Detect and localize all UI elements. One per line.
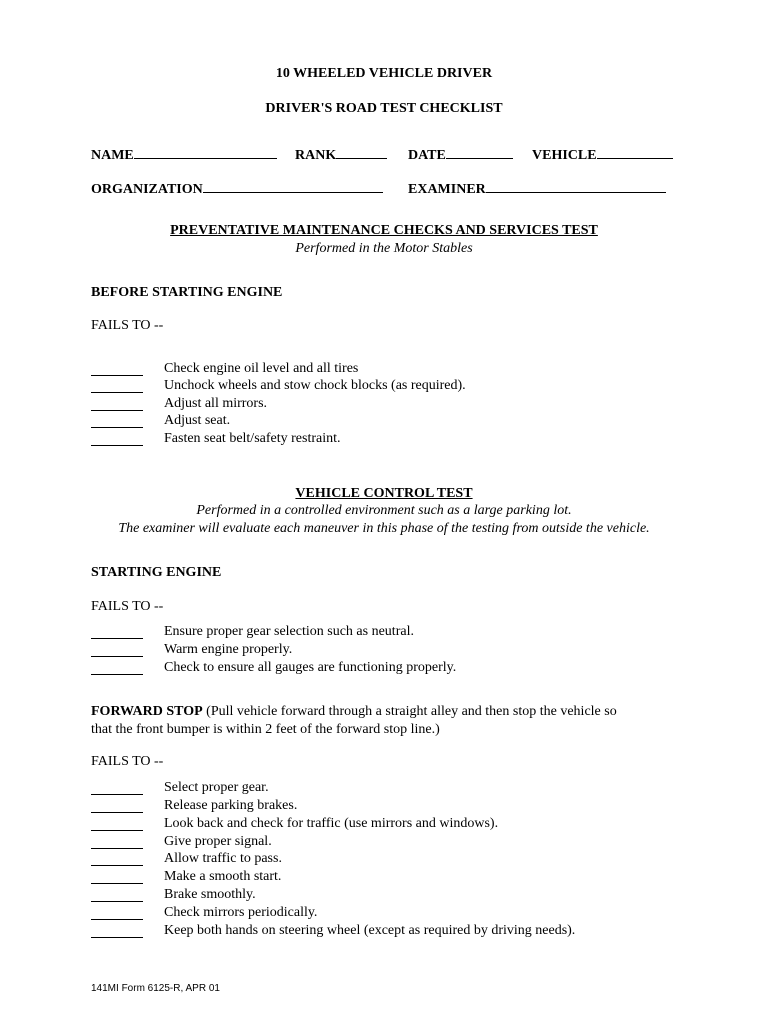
starting-engine-fails-to: FAILS TO -- xyxy=(91,599,164,614)
check-item: Release parking brakes. xyxy=(164,798,298,813)
check-blank[interactable] xyxy=(91,661,143,675)
name-line xyxy=(134,145,277,159)
check-blank[interactable] xyxy=(91,888,143,902)
check-blank[interactable] xyxy=(91,835,143,849)
check-item: Adjust all mirrors. xyxy=(164,396,268,411)
check-item: Give proper signal. xyxy=(164,834,272,849)
check-item: Adjust seat. xyxy=(164,413,231,428)
check-blank[interactable] xyxy=(91,781,143,795)
check-blank[interactable] xyxy=(91,817,143,831)
forward-stop-desc-1: (Pull vehicle forward through a straight alley and then stop the vehicle so xyxy=(202,704,617,719)
rank-line xyxy=(336,145,387,159)
check-item: Warm engine properly. xyxy=(164,642,293,657)
pmcs-note: Performed in the Motor Stables xyxy=(295,241,473,256)
organization-line xyxy=(203,179,383,193)
organization-field[interactable] xyxy=(91,179,383,199)
forward-stop-fails-to: FAILS TO -- xyxy=(91,754,164,769)
vehicle-field[interactable] xyxy=(532,145,673,165)
forward-stop-desc-2: that the front bumper is within 2 feet of the forward stop line.) xyxy=(91,722,440,737)
check-blank[interactable] xyxy=(91,625,143,639)
examiner-label: EXAMINER xyxy=(408,182,486,197)
check-item: Keep both hands on steering wheel (except as required by driving needs). xyxy=(164,923,576,938)
check-blank[interactable] xyxy=(91,906,143,920)
date-label: DATE xyxy=(408,148,446,163)
form-footer: 141MI Form 6125-R, APR 01 xyxy=(91,983,220,994)
forward-stop-heading: FORWARD STOP xyxy=(91,704,203,719)
check-blank[interactable] xyxy=(91,379,143,393)
check-blank[interactable] xyxy=(91,432,143,446)
forward-stop-paragraph xyxy=(91,703,617,721)
check-item: Check to ensure all gauges are functioning properly. xyxy=(164,660,457,675)
check-blank[interactable] xyxy=(91,852,143,866)
check-blank[interactable] xyxy=(91,362,143,376)
check-blank[interactable] xyxy=(91,870,143,884)
check-item: Check engine oil level and all tires xyxy=(164,361,359,376)
document-subtitle: DRIVER'S ROAD TEST CHECKLIST xyxy=(265,101,503,116)
check-item: Select proper gear. xyxy=(164,780,269,795)
examiner-line xyxy=(486,179,666,193)
name-field[interactable] xyxy=(91,145,277,165)
vehicle-control-note-2: The examiner will evaluate each maneuver in this phase of the testing from outside the vehicle. xyxy=(118,521,650,536)
starting-engine-heading: STARTING ENGINE xyxy=(91,565,222,580)
check-blank[interactable] xyxy=(91,414,143,428)
document-title: 10 WHEELED VEHICLE DRIVER xyxy=(275,66,493,81)
rank-label: RANK xyxy=(295,148,337,163)
vehicle-label: VEHICLE xyxy=(532,148,597,163)
check-item: Unchock wheels and stow chock blocks (as required). xyxy=(164,378,466,393)
date-field[interactable] xyxy=(408,145,513,165)
check-blank[interactable] xyxy=(91,643,143,657)
check-item: Fasten seat belt/safety restraint. xyxy=(164,431,341,446)
pmcs-heading: PREVENTATIVE MAINTENANCE CHECKS AND SERVICES TEST xyxy=(170,223,598,238)
check-item: Make a smooth start. xyxy=(164,869,282,884)
check-item: Check mirrors periodically. xyxy=(164,905,318,920)
examiner-field[interactable] xyxy=(408,179,666,199)
organization-label: ORGANIZATION xyxy=(91,182,203,197)
name-label: NAME xyxy=(91,148,134,163)
vehicle-control-note-1: Performed in a controlled environment such as a large parking lot. xyxy=(196,503,572,518)
check-item: Brake smoothly. xyxy=(164,887,256,902)
check-blank[interactable] xyxy=(91,799,143,813)
check-blank[interactable] xyxy=(91,397,143,411)
rank-field[interactable] xyxy=(295,145,387,165)
before-starting-fails-to: FAILS TO -- xyxy=(91,318,164,333)
date-line xyxy=(446,145,513,159)
before-starting-heading: BEFORE STARTING ENGINE xyxy=(91,285,283,300)
check-item: Allow traffic to pass. xyxy=(164,851,282,866)
vehicle-control-heading: VEHICLE CONTROL TEST xyxy=(295,486,473,501)
vehicle-line xyxy=(597,145,673,159)
check-item: Ensure proper gear selection such as neutral. xyxy=(164,624,414,639)
check-item: Look back and check for traffic (use mirrors and windows). xyxy=(164,816,499,831)
check-blank[interactable] xyxy=(91,924,143,938)
